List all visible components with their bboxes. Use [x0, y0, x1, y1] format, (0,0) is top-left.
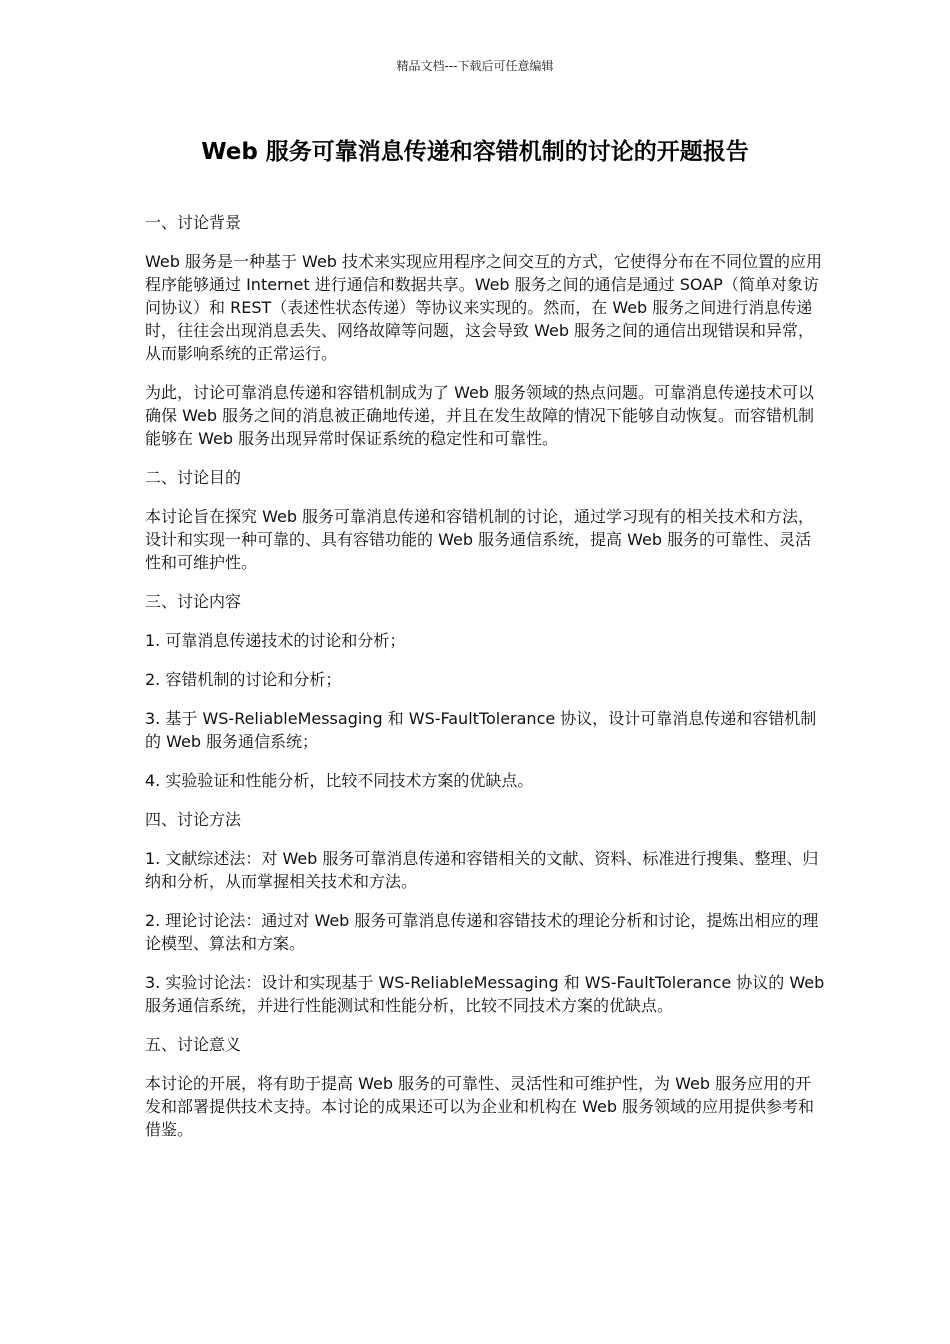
section-heading-background: 一、讨论背景 — [145, 213, 242, 232]
section-heading-content: 三、讨论内容 — [145, 592, 242, 611]
document-body — [145, 211, 825, 1157]
section-heading-purpose: 二、讨论目的 — [145, 468, 242, 487]
purpose-paragraph: 本讨论旨在探究 Web 服务可靠消息传递和容错机制的讨论，通过学习现有的相关技术和方法，设计和实现一种可靠的、具有容错功能的 Web 服务通信系统，提高 Web 服务的可靠性、灵活性和可维护性。 — [145, 507, 815, 572]
method-item-3: 3. 实验讨论法：设计和实现基于 WS-ReliableMessaging 和 WS-FaultTolerance 协议的 Web 服务通信系统，并进行性能测试和性能分析，比较不同技术方案的优缺点。 — [145, 973, 825, 1015]
page-header: 精品文档---下载后可任意编辑 — [396, 59, 554, 73]
background-paragraph-1: Web 服务是一种基于 Web 技术来实现应用程序之间交互的方式，它使得分布在不同位置的应用程序能够通过 Internet 进行通信和数据共享。Web 服务之间的通信是通过 SOAP（简单对象访问协议）和 REST（表述性状态传递）等协议来实现的。然而，在 Web 服务之间进行消息传递时，往往会出现消息丢失、网络故障等问题，这会导致 Web 服务之间的通信出现错误和异常，从而影响系统的正常运行。 — [145, 252, 823, 363]
content-item-2: 2. 容错机制的讨论和分析； — [145, 670, 342, 689]
section-heading-significance: 五、讨论意义 — [145, 1035, 242, 1054]
significance-paragraph: 本讨论的开展，将有助于提高 Web 服务的可靠性、灵活性和可维护性，为 Web 服务应用的开发和部署提供技术支持。本讨论的成果还可以为企业和机构在 Web 服务领域的应用提供参考和借鉴。 — [145, 1074, 815, 1139]
method-item-2: 2. 理论讨论法：通过对 Web 服务可靠消息传递和容错技术的理论分析和讨论，提炼出相应的理论模型、算法和方案。 — [145, 911, 819, 953]
content-item-4: 4. 实验验证和性能分析，比较不同技术方案的优缺点。 — [145, 771, 534, 790]
document-title: Web 服务可靠消息传递和容错机制的讨论的开题报告 — [201, 139, 749, 165]
background-paragraph-2: 为此，讨论可靠消息传递和容错机制成为了 Web 服务领域的热点问题。可靠消息传递技术可以确保 Web 服务之间的消息被正确地传递，并且在发生故障的情况下能够自动恢复。而容错机制能够在 Web 服务出现异常时保证系统的稳定性和可靠性。 — [145, 383, 815, 448]
section-heading-methods: 四、讨论方法 — [145, 810, 242, 829]
method-item-1: 1. 文献综述法：对 Web 服务可靠消息传递和容错相关的文献、资料、标准进行搜集、整理、归纳和分析，从而掌握相关技术和方法。 — [145, 849, 819, 891]
content-item-1: 1. 可靠消息传递技术的讨论和分析； — [145, 631, 406, 650]
content-item-3: 3. 基于 WS-ReliableMessaging 和 WS-FaultTolerance 协议，设计可靠消息传递和容错机制的 Web 服务通信系统； — [145, 709, 817, 751]
